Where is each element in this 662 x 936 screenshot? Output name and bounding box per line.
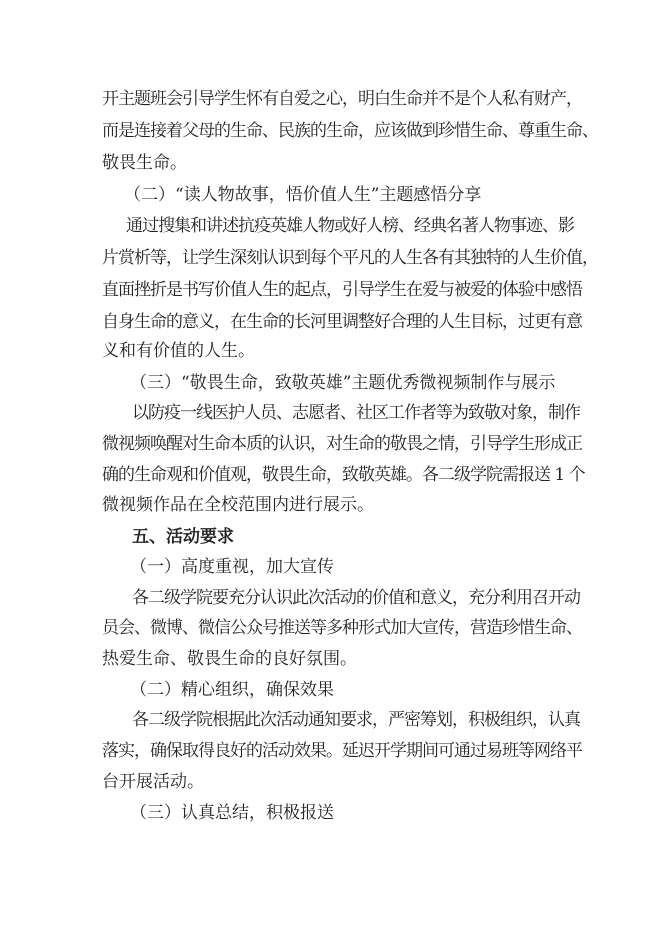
paragraph-line: 而是连接着父母的生命、民族的生命，应该做到珍惜生命、尊重生命、: [102, 121, 598, 141]
paragraph-line: 片赏析等，让学生深刻认识到每个平凡的人生各有其独特的人生价值，: [102, 248, 598, 268]
paragraph-line: 敬畏生命。: [102, 153, 187, 173]
paragraph-line: 台开展活动。: [102, 772, 204, 792]
paragraph-line: 落实，确保取得良好的活动效果。延迟开学期间可通过易班等网络平: [102, 741, 582, 761]
paragraph-line: 自身生命的意义，在生命的长河里调整好合理的人生目标，过更有意: [102, 312, 582, 332]
paragraph-line: 员会、微博、微信公众号推送等多种形式加大宣传，营造珍惜生命、: [102, 618, 582, 638]
section-heading: 五、活动要求: [132, 527, 234, 547]
paragraph-line: 微视频作品在全校范围内进行展示。: [102, 495, 374, 515]
paragraph-line: 通过搜集和讲述抗疫英雄人物或好人榜、经典名著人物事迹、影: [126, 216, 574, 236]
paragraph-line: 各二级学院要充分认识此次活动的价值和意义，充分利用召开动: [132, 588, 580, 608]
subheading: （二）精心组织，确保效果: [130, 680, 334, 700]
subheading: （二）“读人物故事，悟价值人生”主题感悟分享: [124, 185, 482, 205]
paragraph-line: 以防疫一线医护人员、志愿者、社区工作者等为致敬对象，制作: [132, 403, 580, 423]
subheading: （三）认真总结，积极报送: [130, 803, 334, 823]
paragraph-line: 义和有价值的人生。: [102, 341, 255, 361]
paragraph-line: 开主题班会引导学生怀有自爱之心，明白生命并不是个人私有财产，: [102, 89, 582, 109]
paragraph-line: 微视频唤醒对生命本质的认识，对生命的敬畏之情，引导学生形成正: [102, 434, 582, 454]
subheading: （一）高度重视，加大宣传: [130, 557, 334, 577]
paragraph-line: 各二级学院根据此次活动通知要求，严密筹划，积极组织，认真: [132, 710, 580, 730]
subheading: （三）“敬畏生命，致敬英雄”主题优秀微视频制作与展示: [130, 373, 556, 393]
paragraph-line: 热爱生命、敬畏生命的良好氛围。: [102, 649, 357, 669]
paragraph-line: 确的生命观和价值观，敬畏生命，致敬英雄。各二级学院需报送 1 个: [102, 465, 585, 485]
paragraph-line: 直面挫折是书写价值人生的起点，引导学生在爱与被爱的体验中感悟: [102, 280, 582, 300]
